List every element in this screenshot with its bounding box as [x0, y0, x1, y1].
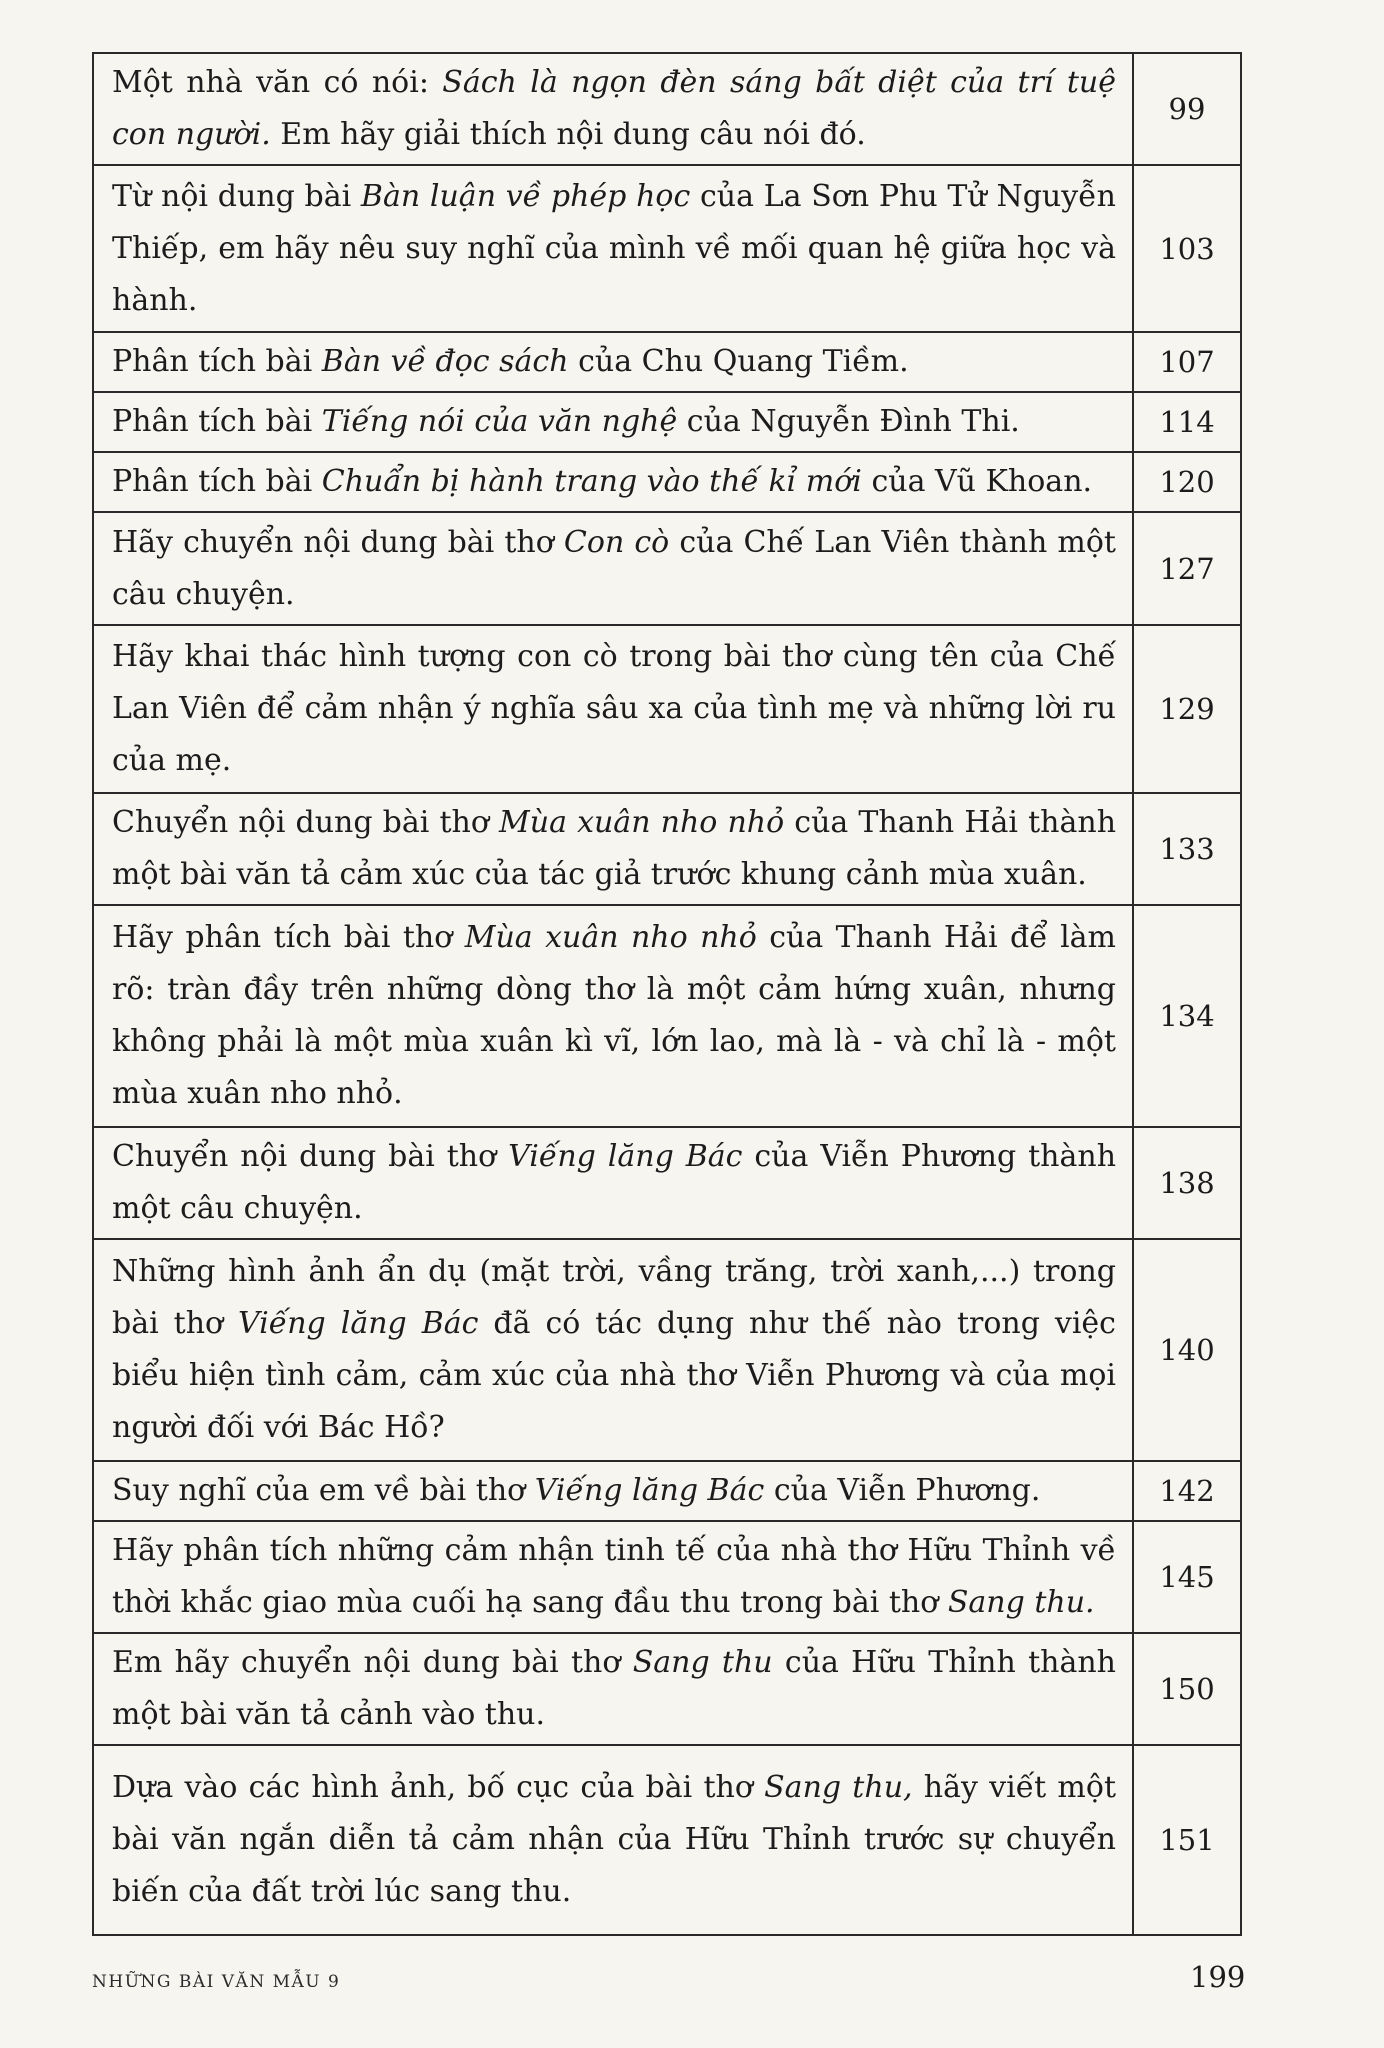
toc-row	[93, 1745, 1241, 1935]
toc-entry-title	[93, 793, 1133, 905]
toc-entry-title	[93, 1127, 1133, 1239]
toc-entry-title	[93, 1461, 1133, 1521]
entry-text: của Viễn Phương thành một câu chuyện.	[112, 1139, 1117, 1226]
toc-row	[93, 1127, 1241, 1239]
toc-entry-title	[93, 452, 1133, 512]
work-title-italic: Bàn về đọc sách	[321, 344, 569, 379]
entry-text: Những hình ảnh ẩn dụ (mặt trời, vầng trăng, trời xanh,...) trong bài thơ	[112, 1254, 1116, 1341]
toc-entry-title	[93, 1239, 1133, 1461]
entry-text: của Nguyễn Đình Thi.	[677, 404, 1020, 439]
entry-text: Hãy phân tích bài thơ	[112, 920, 465, 955]
entry-text: của Vũ Khoan.	[861, 464, 1093, 499]
toc-entry-title	[93, 905, 1133, 1127]
toc-entry-page: 138	[1133, 1127, 1241, 1239]
entry-text: Phân tích bài	[112, 404, 322, 439]
toc-entry-title	[93, 1633, 1133, 1745]
toc-entry-page: 103	[1133, 165, 1241, 332]
work-title-italic: Chuẩn bị hành trang vào thế kỉ mới	[321, 464, 862, 499]
toc-entry-page: 120	[1133, 452, 1241, 512]
entry-text: Dựa vào các hình ảnh, bố cục của bài thơ	[112, 1770, 765, 1805]
entry-text: Phân tích bài	[112, 344, 322, 379]
toc-entry-page: 114	[1133, 392, 1241, 452]
toc-entry-title	[93, 625, 1133, 793]
entry-text: của Thanh Hải thành một bài văn tả cảm xúc của tác giả trước khung cảnh mùa xuân.	[112, 805, 1117, 892]
toc-entry-page: 140	[1133, 1239, 1241, 1461]
page-number: 199	[1190, 1960, 1246, 1994]
entry-text: của Chu Quang Tiềm.	[568, 344, 909, 379]
work-title-italic: Viếng lăng Bác	[508, 1139, 743, 1174]
work-title-italic: Viếng lăng Bác	[238, 1306, 479, 1341]
toc-entry-title	[93, 53, 1133, 165]
toc-entry-page: 134	[1133, 905, 1241, 1127]
toc-row	[93, 53, 1241, 165]
toc-entry-title	[93, 165, 1133, 332]
running-footer-title: NHỮNG BÀI VĂN MẪU 9	[92, 1972, 341, 1992]
entry-text: đã có tác dụng như thế nào trong việc biểu hiện tình cảm, cảm xúc của nhà thơ Viễn Phương và của mọi người đối với Bác Hồ?	[112, 1306, 1116, 1445]
toc-entry-page: 151	[1133, 1745, 1241, 1935]
toc-row	[93, 905, 1241, 1127]
toc-row	[93, 332, 1241, 392]
toc-entry-page: 107	[1133, 332, 1241, 392]
toc-row	[93, 392, 1241, 452]
entry-text: Em hãy chuyển nội dung bài thơ	[112, 1645, 633, 1680]
entry-text: hãy viết một bài văn ngắn diễn tả cảm nhận của Hữu Thỉnh trước sự chuyển biến của đất trời lúc sang thu.	[112, 1770, 1116, 1909]
toc-row	[93, 165, 1241, 332]
work-title-italic: Bàn luận về phép học	[360, 178, 691, 214]
work-title-italic: Sang thu,	[764, 1770, 913, 1805]
entry-text: của Thanh Hải để làm rõ: tràn đầy trên những dòng thơ là một cảm hứng xuân, nhưng không phải là một mùa xuân kì vĩ, lớn lao, mà là - và chỉ là - một mùa xuân nho nhỏ.	[112, 920, 1117, 1111]
toc-entry-page: 150	[1133, 1633, 1241, 1745]
entry-text: Phân tích bài	[112, 464, 322, 499]
work-title-italic: Sang thu.	[947, 1585, 1095, 1620]
toc-row	[93, 1461, 1241, 1521]
work-title-italic: Sách là ngọn đèn sáng bất diệt của trí tuệ con người.	[112, 65, 1116, 152]
work-title-italic: Con cò	[563, 524, 670, 560]
entry-text: Chuyển nội dung bài thơ	[112, 1139, 509, 1174]
entry-text: Suy nghĩ của em về bài thơ	[112, 1473, 535, 1508]
entry-text: của Chế Lan Viên thành một câu chuyện.	[112, 524, 1116, 612]
work-title-italic: Tiếng nói của văn nghệ	[321, 404, 678, 439]
toc-entry-title	[93, 392, 1133, 452]
toc-row	[93, 452, 1241, 512]
entry-text: Chuyển nội dung bài thơ	[112, 805, 500, 840]
entry-text: Một nhà văn có nói:	[112, 65, 443, 100]
toc-entry-title	[93, 332, 1133, 392]
toc-row	[93, 1239, 1241, 1461]
toc-table	[92, 52, 1242, 1936]
toc-entry-page: 129	[1133, 625, 1241, 793]
entry-text: Hãy phân tích những cảm nhận tinh tế của nhà thơ Hữu Thỉnh về thời khắc giao mùa cuối hạ sang đầu thu trong bài thơ	[112, 1533, 1116, 1620]
work-title-italic: Sang thu	[632, 1645, 773, 1680]
toc-entry-page: 133	[1133, 793, 1241, 905]
entry-text: Hãy chuyển nội dung bài thơ	[112, 524, 564, 560]
toc-row	[93, 625, 1241, 793]
toc-entry-title	[93, 1521, 1133, 1633]
toc-row	[93, 793, 1241, 905]
toc-row	[93, 512, 1241, 625]
toc-entry-page: 99	[1133, 53, 1241, 165]
entry-text: của Viễn Phương.	[764, 1473, 1041, 1508]
work-title-italic: Mùa xuân nho nhỏ	[499, 805, 785, 840]
entry-text: của La Sơn Phu Tử Nguyễn Thiếp, em hãy nêu suy nghĩ của mình về mối quan hệ giữa học và hành.	[112, 178, 1116, 318]
toc-entry-page: 145	[1133, 1521, 1241, 1633]
toc-entry-title	[93, 1745, 1133, 1935]
entry-text: của Hữu Thỉnh thành một bài văn tả cảnh vào thu.	[112, 1645, 1116, 1732]
entry-text: Em hãy giải thích nội dung câu nói đó.	[270, 117, 866, 152]
entry-text: Từ nội dung bài	[112, 178, 361, 214]
entry-text: Hãy khai thác hình tượng con cò trong bài thơ cùng tên của Chế Lan Viên để cảm nhận ý nghĩa sâu xa của tình mẹ và những lời ru của mẹ.	[112, 639, 1116, 778]
work-title-italic: Mùa xuân nho nhỏ	[464, 920, 757, 955]
toc-entry-page: 127	[1133, 512, 1241, 625]
toc-entry-page: 142	[1133, 1461, 1241, 1521]
work-title-italic: Viếng lăng Bác	[534, 1473, 765, 1508]
toc-row	[93, 1521, 1241, 1633]
toc-entry-title	[93, 512, 1133, 625]
toc-row	[93, 1633, 1241, 1745]
